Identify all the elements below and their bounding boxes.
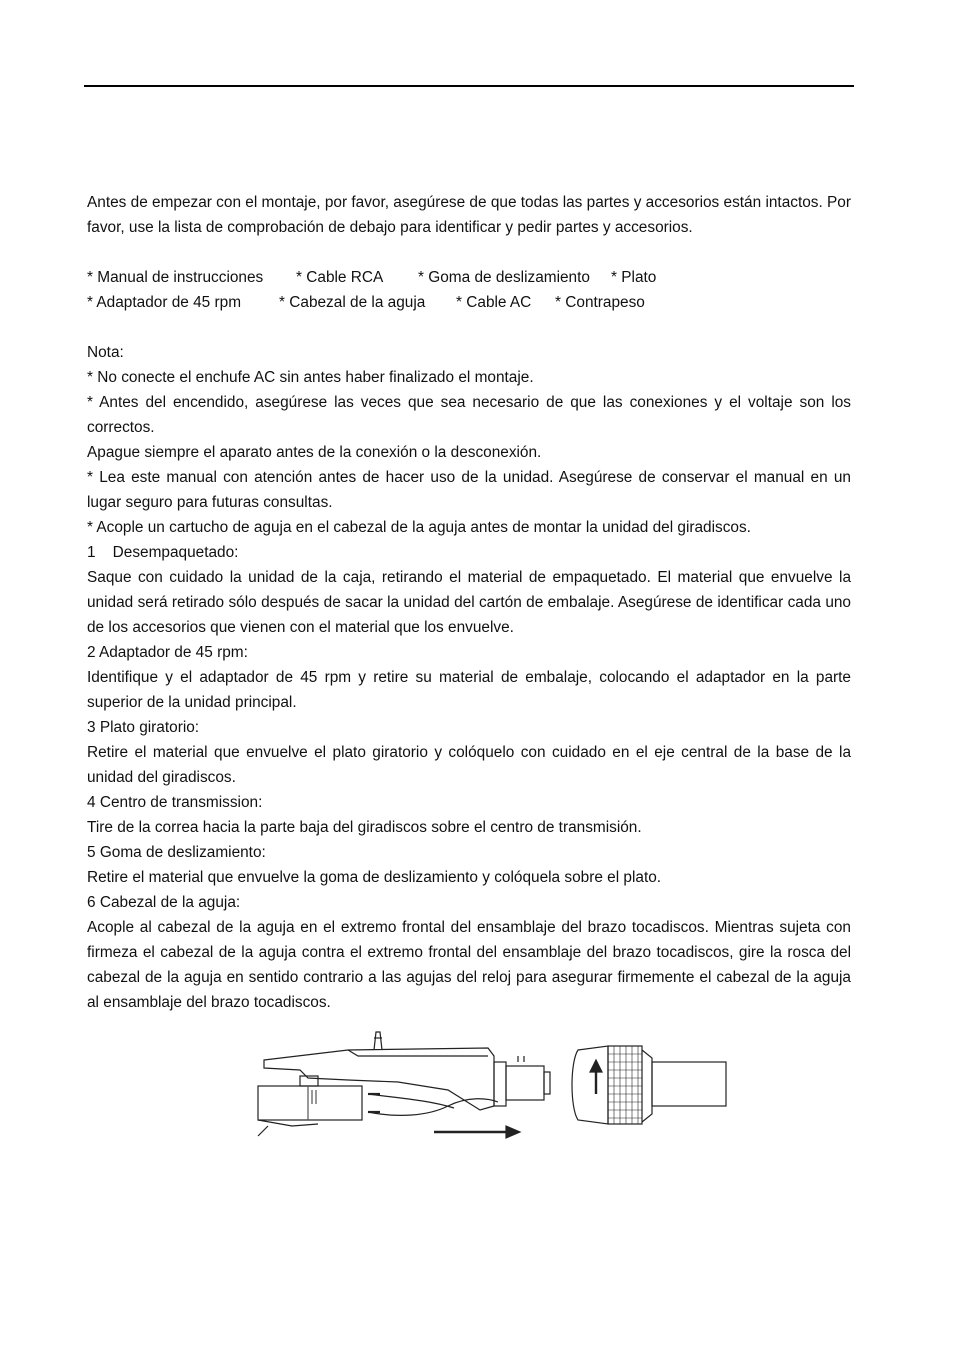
nota-item: Apague siempre el aparato antes de la conexión o la desconexión. <box>87 444 542 461</box>
header-rule <box>84 85 854 87</box>
nota-item: * Lea este manual con atención antes de hacer uso de la unidad. Asegúrese de conservar el manual en un lugar seguro para futuras consultas. <box>87 469 851 511</box>
checklist-item: * Manual de instrucciones <box>87 269 264 286</box>
nota-item: * No conecte el enchufe AC sin antes haber finalizado el montaje. <box>87 369 534 386</box>
checklist-item: * Contrapeso <box>555 294 645 311</box>
section-heading: 4 Centro de transmission: <box>87 794 263 811</box>
nota-item: * Antes del encendido, asegúrese las veces que sea necesario de que las conexiones y el voltaje son los correctos. <box>87 394 851 436</box>
section-heading: 3 Plato giratorio: <box>87 719 200 736</box>
checklist-item: * Cable AC <box>456 294 532 311</box>
section-heading: 1 Desempaquetado: <box>87 544 239 561</box>
checklist-item: * Goma de deslizamiento <box>418 269 590 286</box>
checklist-item: * Adaptador de 45 rpm <box>87 294 242 311</box>
checklist-item: * Cabezal de la aguja <box>279 294 426 311</box>
section-body: Acople al cabezal de la aguja en el extremo frontal del ensamblaje del brazo tocadiscos. Mientras sujeta con firmeza el cabezal de la aguja contra el extremo frontal del ensamblaje del brazo tocadiscos, gire la rosca del cabezal de la aguja en sentido contrario a las agujas del reloj para asegurar firmemente el cabezal de la aguja al ensamblaje del brazo tocadiscos. <box>87 919 851 1011</box>
checklist-item: * Plato <box>611 269 657 286</box>
nota-item: * Acople un cartucho de aguja en el cabezal de la aguja antes de montar la unidad del giradiscos. <box>87 519 751 536</box>
section-heading: 2 Adaptador de 45 rpm: <box>87 644 248 661</box>
section-body: Retire el material que envuelve el plato giratorio y colóquelo con cuidado en el eje central de la base de la unidad del giradiscos. <box>87 744 851 786</box>
section-heading: 5 Goma de deslizamiento: <box>87 844 266 861</box>
section-body: Identifique y el adaptador de 45 rpm y retire su material de embalaje, colocando el adaptador en la parte superior de la unidad principal. <box>87 669 851 711</box>
checklist-item: * Cable RCA <box>296 269 384 286</box>
section-body: Tire de la correa hacia la parte baja del giradiscos sobre el centro de transmisión. <box>87 819 642 836</box>
headshell-assembly-diagram <box>248 1028 738 1146</box>
section-heading: 6 Cabezal de la aguja: <box>87 894 241 911</box>
page-body <box>87 190 851 1015</box>
section-body: Retire el material que envuelve la goma de deslizamiento y colóquela sobre el plato. <box>87 869 662 886</box>
nota-heading: Nota: <box>87 344 124 361</box>
checklist-row-2 <box>87 290 851 315</box>
intro-paragraph: Antes de empezar con el montaje, por favor, asegúrese de que todas las partes y accesorios están intactos. Por favor, use la lista de comprobación de debajo para identificar y pedir partes y accesorios. <box>87 194 851 236</box>
checklist-row-1 <box>87 265 851 290</box>
section-body: Saque con cuidado la unidad de la caja, retirando el material de empaquetado. El material que envuelve la unidad será retirado sólo después de sacar la unidad del cartón de embalaje. Asegúrese de identificar cada uno de los accesorios que vienen con el material que los envuelve. <box>87 569 851 636</box>
